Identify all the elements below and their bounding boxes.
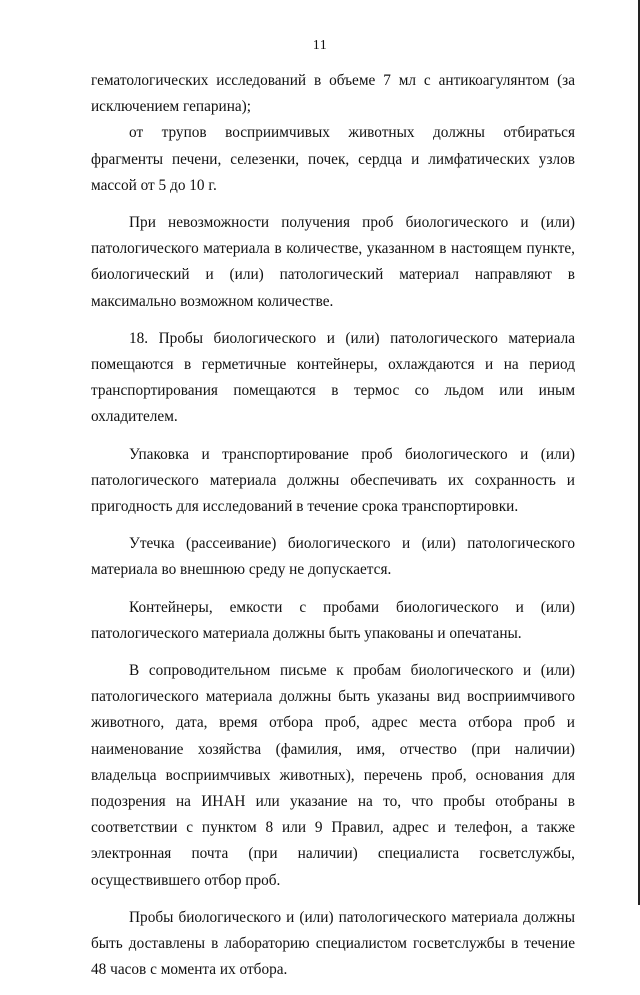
document-body (91, 68, 575, 995)
paragraph-utechka: Утечка (рассеивание) биологического и (или) патологического материала во внешнюю среду не допускается. (91, 535, 575, 579)
paragraph-konteinery: Контейнеры, емкости с пробами биологического и (или) патологического материала должны быть упакованы и опечатаны. (91, 598, 575, 642)
paragraph-item-18: 18. Пробы биологического и (или) патологического материала помещаются в герметичные контейнеры, охлаждаются и на период транспортирования помещаются в термос со льдом или иным охладителем. (91, 329, 575, 426)
paragraph-nevozmozhnost: При невозможности получения проб биологического и (или) патологического материала в количестве, указанном в настоящем пункте, биологический и (или) патологический материал направляют в максимально возможном количестве. (91, 214, 575, 310)
paragraph-trupy: от трупов восприимчивых животных должны отбираться фрагменты печени, селезенки, почек, сердца и лимфатических узлов массой от 5 до 10 г. (91, 124, 575, 194)
paragraph-soprovoditelnoe-pismo: В сопроводительном письме к пробам биологического и (или) патологического материала должны быть указаны вид восприимчивого животного, дата, время отбора проб, адрес места отбора проб и наименование хозяйства (фамилия, имя, отчество (при наличии) владельца восприимчивых животных), перечень проб, основания для подозрения на ИНАН или указание на то, что пробы отобраны в соответствии с пунктом 8 или 9 Правил, адрес и телефон, а также электронная почта (при наличии) специалиста госветслужбы, осуществившего отбор проб. (91, 662, 575, 889)
paragraph-upakovka: Упаковка и транспортирование проб биологического и (или) патологического материала должны обеспечивать их сохранность и пригодность для исследований в течение срока транспортировки. (91, 445, 575, 516)
paragraph-dostavka: Пробы биологического и (или) патологического материала должны быть доставлены в лабораторию специалистом госветслужбы в течение 48 часов с момента их отбора. (91, 908, 575, 979)
page-number: 11 (312, 38, 328, 53)
paragraph-continuation: гематологических исследований в объеме 7 мл с антикоагулянтом (за исключением гепарина); (91, 72, 575, 116)
